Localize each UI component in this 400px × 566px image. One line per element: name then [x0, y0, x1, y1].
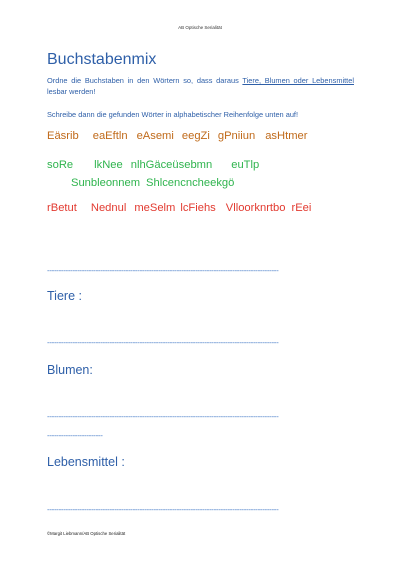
scrambled-word: euTlp — [231, 159, 260, 171]
divider-dashed: ---------------------------------------------------------------------------------------------------- — [47, 338, 279, 347]
instruction-1 — [47, 76, 354, 97]
word-row-green-1 — [47, 158, 259, 172]
divider-dashed: ---------------------------------------------------------------------------------------------------- — [47, 266, 279, 275]
word-row-green-2 — [71, 176, 234, 190]
scrambled-word: meSelm — [134, 202, 176, 214]
section-label-lebensmittel: Lebensmittel : — [47, 455, 125, 469]
page-title: Buchstabenmix — [47, 51, 157, 68]
scrambled-word: Shlcencncheekgö — [146, 177, 235, 189]
section-label-tiere: Tiere : — [47, 289, 82, 303]
scrambled-word: Vlloorknrtbo — [225, 202, 286, 214]
page-header: AB Optische Serialität — [178, 25, 222, 30]
divider-dashed-short: ------------------------ — [47, 431, 103, 440]
instruction-1-start: Ordne die Buchstaben in den Wörtern so, dass daraus — [47, 76, 243, 85]
scrambled-word: lcFiehs — [180, 202, 216, 214]
scrambled-word: Nednul — [90, 202, 127, 214]
word-row-orange — [47, 129, 307, 143]
scrambled-word: asHtmer — [265, 130, 308, 142]
scrambled-word: gPniiun — [217, 130, 256, 142]
word-row-red — [47, 201, 311, 215]
scrambled-word: Eäsrib — [47, 130, 79, 142]
scrambled-word: eAsemi — [136, 130, 174, 142]
divider-dashed: ---------------------------------------------------------------------------------------------------- — [47, 505, 279, 514]
section-label-blumen: Blumen: — [47, 363, 93, 377]
instruction-1-underlined: Tiere, Blumen oder Lebensmittel — [242, 76, 354, 85]
scrambled-word: nlhGäceüsebmn — [130, 159, 213, 171]
scrambled-word: rEei — [291, 202, 312, 214]
scrambled-word: eaEftln — [92, 130, 128, 142]
page-footer: ©Margit Liebmann/AB Optische Serialität — [47, 531, 126, 536]
scrambled-word: eegZi — [181, 130, 210, 142]
divider-dashed: ---------------------------------------------------------------------------------------------------- — [47, 412, 279, 421]
instruction-2: Schreibe dann die gefunden Wörter in alphabetischer Reihenfolge unten auf! — [47, 110, 299, 119]
scrambled-word: Sunbleonnem — [71, 177, 141, 189]
scrambled-word: soRe — [47, 159, 74, 171]
scrambled-word: rBetut — [47, 202, 77, 214]
scrambled-word: lkNee — [94, 159, 123, 171]
instruction-1-end: lesbar werden! — [47, 86, 96, 96]
